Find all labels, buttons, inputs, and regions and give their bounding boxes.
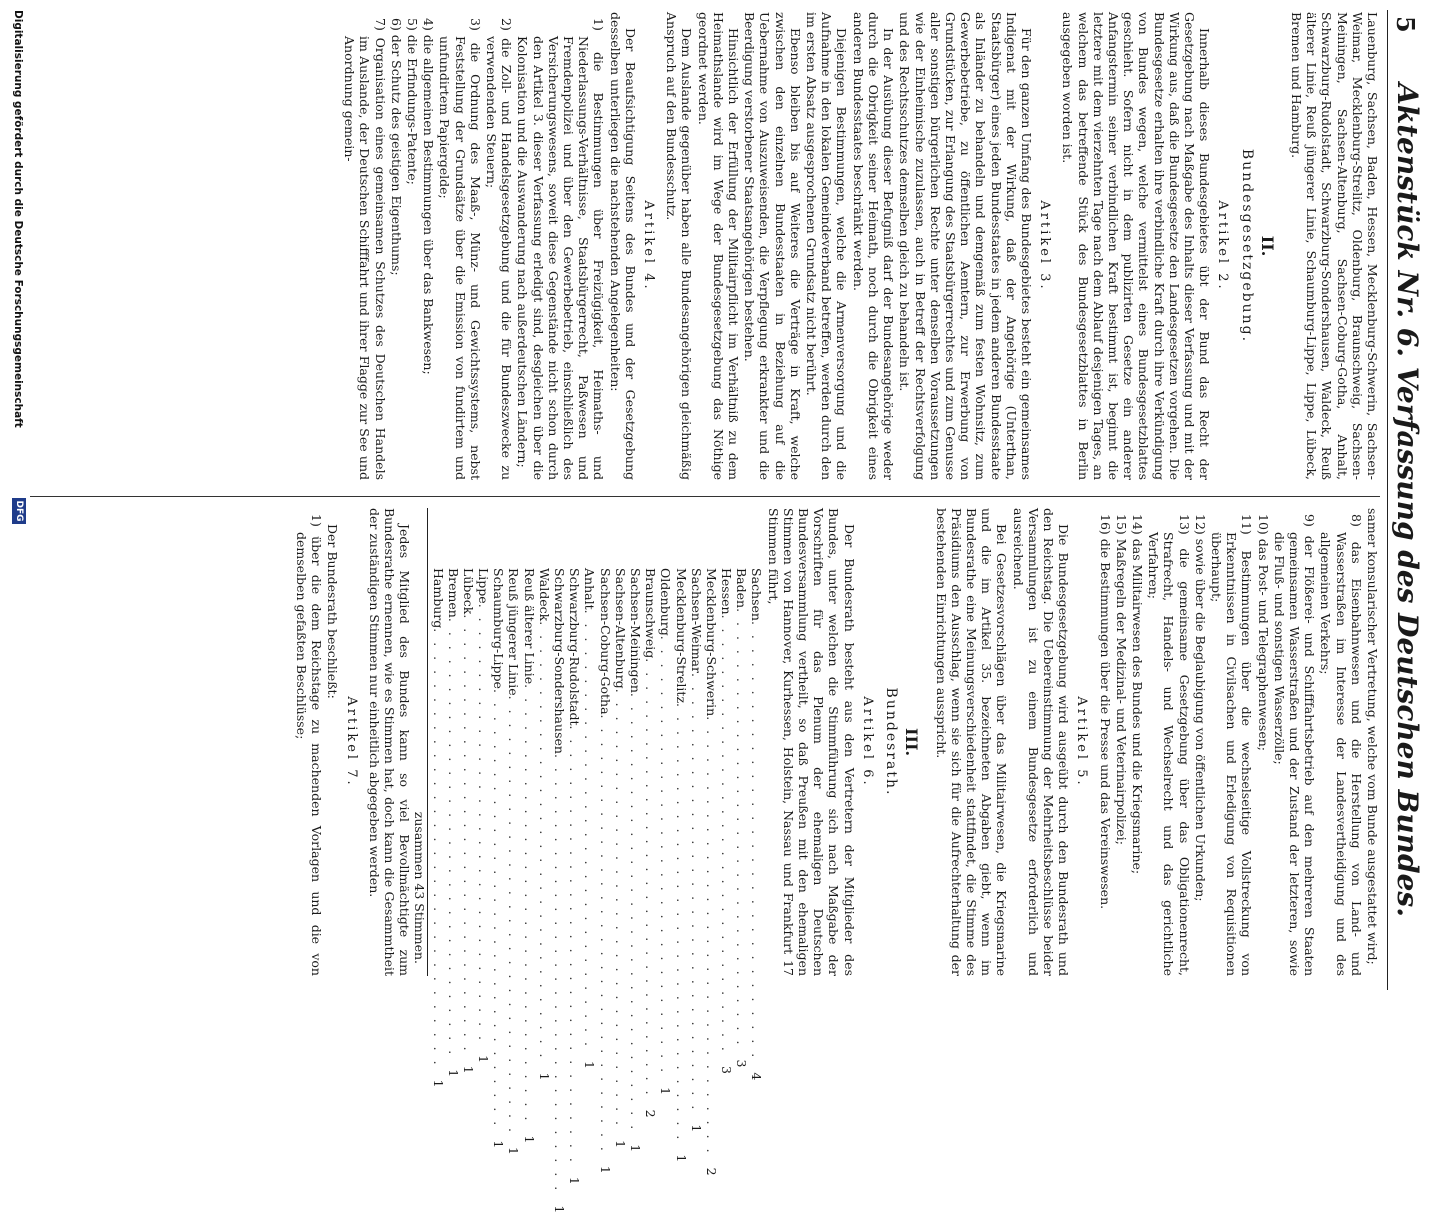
vote-row: Schwarzburg-Rudolstadt . . . . . . . . . . . . . . . . . . . . . . . . . . . . . . . . 1: [567, 568, 583, 1185]
vote-count: 3: [719, 1065, 735, 1074]
vote-row: Baden . . . . . . . . . . . . . . . . . . . . . . . . . . . . . . . . 3: [734, 568, 750, 1068]
digitization-note: Digitalisierung gefördert durch die Deutsche Forschungsgemeinschaft: [12, 10, 24, 428]
vote-state: Sachsen-Altenburg: [612, 568, 628, 689]
article-3-paragraph: In der Ausübung dieser Befugniß darf der Bundesangehörige weder durch die Obrigkeit seiner Heimath, noch durch die Obrigkeit eines anderen Bundesstaates beschränkt werden.: [850, 12, 897, 480]
vote-state: Sachsen: [749, 568, 765, 621]
vote-count: 1: [536, 1072, 552, 1081]
article-4-item: 1) die Bestimmungen über Freizügigkeit, Heimaths- und Niederlassungs-Verhältnisse, Staatsbürgerrecht, Paßwesen und Fremdenpolizei und über den Gewerbebetrieb, einschließlich des Versicherungswesens, soweit diese Gegenstände nicht schon durch den Artikel 3. dieser Verfassung erledigt sind, desgleichen über die Kolonisation und die Auswanderung nach außerdeutschen Ländern;: [515, 18, 607, 480]
vote-state: Mecklenburg-Schwerin: [703, 568, 719, 717]
vote-count: 2: [703, 1167, 719, 1176]
vote-row: Braunschweig . . . . . . . . . . . . . . . . . . . . . . . . . . . . . . . . 2: [643, 568, 659, 1118]
article-5-text: Die Bundesgesetzgebung wird ausgeübt durch den Bundesrath und den Reichstag. Die Uebereinstimmung der Mehrheitsbeschlüsse beider Versammlungen ist zu einem Bundesgesetze erforderlich und ausreichend.: [1010, 508, 1072, 976]
vote-row: Mecklenburg-Schwerin . . . . . . . . . . . . . . . . . . . . . . . . . . . . . . . . 2: [703, 568, 719, 1176]
article-7-intro: Der Bundesrath beschließt:: [325, 524, 341, 699]
right-column: [30, 508, 1380, 1213]
vote-state: Mecklenburg-Strelitz: [673, 568, 689, 704]
article-6-text: Der Bundesrath besteht aus den Vertretern der Mitglieder des Bundes, unter welchen die Stimmführung sich nach Maßgabe der Vorschriften für das Plenum der ehemaligen Deutschen Bundesversammlung vertheilt, so daß Preußen mit den ehemaligen Stimmen von Hannover, Kurhessen, Holstein, Nassau und Frankfurt 17 Stimmen führt,: [765, 508, 857, 976]
vote-state: Schwarzburg-Rudolstadt: [567, 568, 583, 726]
vote-row: Lippe . . . . . . . . . . . . . . . . . . . . . . . . . . . . . . . . 1: [476, 568, 492, 1064]
page-title: Aktenstück Nr. 6. Verfassung des Deutschen Bundes.: [1391, 83, 1424, 917]
vote-count: 1: [491, 1140, 507, 1149]
vote-count: 1: [628, 1144, 643, 1153]
vote-state: Hamburg: [430, 568, 446, 629]
article-3-heading: Artikel 3.: [1037, 200, 1053, 292]
article-3-paragraph: Für den ganzen Umfang des Bundesgebietes besteht ein gemeinsames Indigenat mit der Wirkung, daß der Angehörige (Unterthan, Staatsbürger) eines jeden Bundesstaates in jedem anderen Bundesstaate als Inländer zu behandeln und demgemäß zum festen Wohnsitz, zum Gewerbebetriebe, zu öffentlichen Aemtern, zur Erwerbung von Grundstücken, zur Erlangung des Staatsbürgerrechtes und zum Genusse aller sonstigen bürgerlichen Rechte unter denselben Voraussetzungen wie der Einheimische zuzulassen, auch in Betreff der Rechtsverfolgung und des Rechtsschutzes demselben gleich zu behandeln ist.: [897, 12, 1034, 480]
vote-row: Waldeck . . . . . . . . . . . . . . . . . . . . . . . . . . . . . . . . 1: [536, 568, 552, 1081]
article-4-intro: Der Beaufsichtigung Seitens des Bundes und der Gesetzgebung desselben unterliegen die nachstehenden Angelegenheiten:: [607, 12, 638, 480]
vote-state: Hessen: [719, 568, 735, 615]
vote-count: 1: [673, 1154, 689, 1163]
article-4-item: 4) die allgemeinen Bestimmungen über das Bankwesen;: [421, 18, 437, 375]
article-4-item: 14) das Militairwesen des Bundes und die Kriegsmarine;: [1129, 514, 1145, 875]
vote-row: Hessen . . . . . . . . . . . . . . . . . . . . . . . . . . . . . . . . 3: [719, 568, 735, 1074]
article-4-item: 2) die Zoll- und Handelsgesetzgebung und die für Bundeszwecke zu verwendenden Steuern;: [484, 18, 515, 480]
article-2-text: Innerhalb dieses Bundesgebietes übt der Bund das Recht der Gesetzgebung nach Maßgabe des Inhalts dieser Verfassung und mit der Wirkung aus, daß die Bundesgesetze den Landesgesetzen vorgehen. Die Bundesgesetze erhalten ihre verbindliche Kraft durch ihre Verkündigung von Bundes wegen, welche vermittelst eines Bundesgesetzblattes geschieht. Sofern nicht in dem publizirten Gesetze ein anderer Anfangstermin seiner verbindlichen Kraft bestimmt ist, beginnt die letztere mit dem vierzehnten Tage nach dem Ablauf desjenigen Tages, an welchem das betreffende Stück des Bundesgesetzblattes in Berlin ausgegeben worden ist.: [1060, 12, 1213, 480]
article-4-item: 8) das Eisenbahnwesen und die Herstellung von Land- und Wasserstraßen im Interesse der Landesvertheidigung und des allgemeinen Verkehrs;: [1318, 514, 1364, 976]
vote-row: Lübeck . . . . . . . . . . . . . . . . . . . . . . . . . . . . . . . . 1: [460, 568, 476, 1074]
vote-count: 1: [506, 1147, 522, 1155]
vote-row: Mecklenburg-Strelitz . . . . . . . . . . . . . . . . . . . . . . . . . . . . . . . . 1: [673, 568, 689, 1163]
article-4-item: 15) Maßregeln der Medizinal- und Veterinairpolizei;: [1113, 514, 1129, 845]
vote-count: 1: [612, 1140, 628, 1149]
vote-count: 1: [445, 1069, 461, 1078]
vote-row: Sachsen-Meiningen . . . . . . . . . . . . . . . . . . . . . . . . . . . . . . . . 1: [628, 568, 643, 1153]
vote-state: Sachsen-Weimar: [688, 568, 704, 673]
vote-row: Bremen . . . . . . . . . . . . . . . . . . . . . . . . . . . . . . . . 1: [445, 568, 461, 1078]
vote-state: Bremen: [445, 568, 461, 618]
column-divider: [30, 496, 1380, 497]
vote-state: Anhalt: [582, 568, 598, 610]
article-4-heading: Artikel 4.: [641, 200, 657, 292]
article-3-paragraph: Hinsichtlich der Erfüllung der Militairpflicht im Verhältniß zu dem Heimathslande wird im Wege der Bundesgesetzgebung das Nöthige geordnet werden.: [695, 12, 742, 480]
vote-row: Sachsen-Altenburg . . . . . . . . . . . . . . . . . . . . . . . . . . . . . . . . 1: [612, 568, 628, 1149]
vote-count: 1: [430, 1079, 446, 1088]
article-4-item: 3) die Ordnung des Maaß-, Münz- und Gewichtssystems, nebst Feststellung der Grundsätze über die Emission von fundirtem und unfundirtem Papiergelde;: [437, 18, 483, 480]
vote-total: zusammen 43 Stimmen.: [412, 811, 428, 964]
vote-state: Lübeck: [460, 568, 476, 615]
article-4-item: 13) die gemeinsame Gesetzgebung über das Obligationenrecht, Strafrecht, Handels- und Wechselrecht und das gerichtliche Verfahren;: [1146, 514, 1192, 976]
vote-row: Hamburg . . . . . . . . . . . . . . . . . . . . . . . . . . . . . . . . 1: [430, 568, 446, 1088]
article-4-item: 9) der Flößerei- und Schifffahrtsbetrieb auf den mehreren Staaten gemeinsamen Wasserstraßen und der Zustand der letzteren, sowie die Fluß- und sonstigen Wasserzölle;: [1271, 514, 1318, 976]
vote-row: Reuß jüngerer Linie . . . . . . . . . . . . . . . . . . . . . . . . . . . . . . . . 1: [506, 568, 522, 1155]
page-header: [1387, 10, 1426, 990]
page-number: 5: [1391, 16, 1420, 33]
vote-state: Schwarzburg-Sondershausen: [552, 568, 568, 754]
vote-list: [430, 508, 765, 1213]
vote-state: Sachsen-Coburg-Gotha: [597, 568, 613, 715]
footer: [6, 10, 28, 990]
vote-state: Oldenburg: [658, 568, 674, 636]
article-2-heading: Artikel 2.: [1215, 200, 1231, 292]
vote-count: 1: [476, 1055, 492, 1064]
article-6-heading: Artikel 6.: [859, 696, 875, 788]
vote-state: Baden: [734, 568, 750, 609]
vote-count: 1: [597, 1165, 613, 1174]
vote-count: 1: [521, 1135, 537, 1144]
vote-state: Schaumburg-Lippe: [491, 568, 507, 689]
vote-total-row: [412, 508, 428, 976]
vote-state: Waldeck: [536, 568, 552, 622]
intro-text: Lauenburg, Sachsen, Baden, Hessen, Mecklenburg-Schwerin, Sachsen-Weimar, Mecklenburg-Strelitz, Oldenburg, Braunschweig, Sachsen-Meiningen, Sachsen-Altenburg, Sachsen-Coburg-Gotha, Anhalt, Schwarzburg-Rudolstadt, Schwarzburg-Sondershausen, Waldeck, Reuß älterer Linie, Reuß jüngerer Linie, Schaumburg-Lippe, Lippe, Lübeck, Bremen und Hamburg.: [1288, 12, 1380, 480]
article-5-paragraph: Bei Gesetzesvorschlägen über das Militairwesen, die Kriegsmarine und die im Artikel 35. bezeichneten Abgaben giebt, wenn im Bundesrathe eine Meinungsverschiedenheit stattfindet, die Stimme des Präsidiums den Ausschlag, wenn sie sich für die Aufrechterhaltung der bestehenden Einrichtungen ausspricht.: [933, 508, 1010, 976]
vote-count: 4: [749, 1072, 765, 1081]
dfg-logo: DFG: [12, 498, 26, 524]
vote-row: Sachsen-Weimar . . . . . . . . . . . . . . . . . . . . . . . . . . . . . . . . 1: [688, 568, 704, 1133]
section-ii-number: II.: [1257, 235, 1277, 257]
article-4-item: 6) der Schutz des geistigen Eigenthums;: [388, 18, 404, 276]
vote-count: 1: [460, 1065, 476, 1074]
article-4-item: 7) Organisation eines gemeinsamen Schutzes des Deutschen Handels im Auslande, der Deutschen Schifffahrt und ihrer Flagge zur See und Anordnung gemein-: [342, 18, 388, 480]
continuation-text: samer konsularischer Vertretung, welche vom Bunde ausgestattet wird;: [1365, 508, 1380, 965]
vote-count: 3: [734, 1059, 750, 1068]
article-5-heading: Artikel 5.: [1074, 696, 1090, 788]
vote-count: 1: [658, 1087, 674, 1096]
vote-state: Braunschweig: [643, 568, 659, 659]
vote-state: Sachsen-Meiningen: [628, 568, 643, 693]
vote-row: Reuß älterer Linie . . . . . . . . . . . . . . . . . . . . . . . . . . . . . . . . 1: [521, 568, 537, 1144]
article-4-item: 12) sowie über die Beglaubigung von öffentlichen Urkunden;: [1192, 514, 1208, 902]
article-7-heading: Artikel 7.: [343, 696, 359, 788]
vote-count: 2: [643, 1109, 659, 1118]
vote-row: Sachsen-Coburg-Gotha . . . . . . . . . . . . . . . . . . . . . . . . . . . . . . . . 1: [597, 568, 613, 1174]
vote-count: 1: [552, 1205, 568, 1213]
article-3-paragraph: Dem Auslande gegenüber haben alle Bundesangehörigen gleichmäßig Anspruch auf den Bundesschutz.: [664, 12, 695, 480]
article-4-item: 5) die Erfindungs-Patente;: [405, 18, 421, 185]
vote-state: Reuß älterer Linie: [521, 568, 537, 685]
vote-count: 1: [567, 1176, 583, 1185]
vote-state: Lippe: [476, 568, 492, 604]
article-4-item: 11) Bestimmungen über die wechselseitige Vollstreckung von Erkenntnissen in Civilsachen und Erledigung von Requisitionen überhaupt;: [1208, 514, 1255, 976]
left-column: [30, 12, 1380, 480]
vote-row: Anhalt . . . . . . . . . . . . . . . . . . . . . . . . . . . . . . . . 1: [582, 568, 598, 1069]
vote-count: 1: [582, 1060, 598, 1069]
vote-row: Schaumburg-Lippe . . . . . . . . . . . . . . . . . . . . . . . . . . . . . . . . 1: [491, 568, 507, 1149]
article-7-item: 1) über die dem Reichstage zu machenden Vorlagen und die von demselben gefaßten Beschlüsse;: [293, 514, 325, 976]
section-iii-title: Bundesrath.: [883, 687, 900, 797]
article-4-item: 10) das Post- und Telegraphenwesen;: [1255, 514, 1271, 751]
vote-state: Reuß jüngerer Linie: [506, 568, 522, 696]
vote-row: Schwarzburg-Sondershausen . . . . . . . . . . . . . . . . . . . . . . . . . . . . . . . . 1: [552, 568, 568, 1213]
vote-row: Oldenburg . . . . . . . . . . . . . . . . . . . . . . . . . . . . . . . . 1: [658, 568, 674, 1096]
section-iii-number: III.: [902, 727, 922, 757]
article-3-paragraph: Ebenso bleiben bis auf Weiteres die Verträge in Kraft, welche zwischen den einzelnen Bundesstaaten in Beziehung auf die Uebernahme von Auszuweisenden, die Verpflegung erkrankter und die Beerdigung verstorbener Staatsangehörigen bestehen.: [742, 12, 803, 480]
article-3-paragraph: Diejenigen Bestimmungen, welche die Armenversorgung und die Aufnahme in den lokalen Gemeindeverband betreffen, werden durch den im ersten Absatz ausgesprochenen Grundsatz nicht berührt.: [804, 12, 850, 480]
article-6-paragraph: Jedes Mitglied des Bundes kann so viel Bevollmächtigte zum Bundesrathe ernennen, wie es Stimmen hat, doch kann die Gesammtheit der zuständigen Stimmen nur einheitlich abgegeben werden.: [366, 508, 413, 976]
section-ii-title: Bundesgesetzgebung.: [1238, 148, 1255, 344]
vote-count: 1: [688, 1124, 704, 1133]
article-4-item: 16) die Bestimmungen über die Presse und das Vereinswesen.: [1097, 514, 1113, 910]
vote-row: Sachsen . . . . . . . . . . . . . . . . . . . . . . . . . . . . . . . . 4: [749, 568, 765, 1081]
